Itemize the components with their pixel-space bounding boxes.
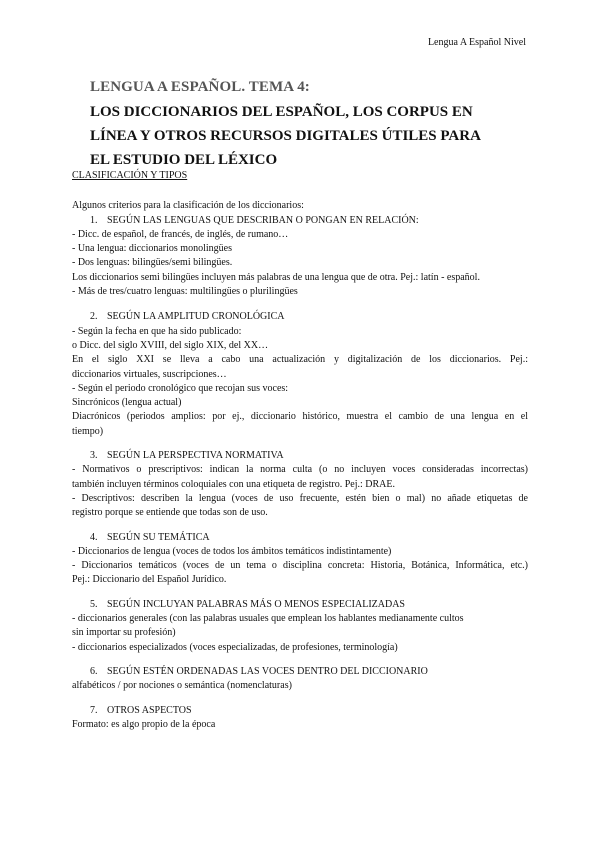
section-2-line: diccionarios virtuales, suscripciones…	[72, 368, 227, 380]
section-1-line: - Dicc. de español, de francés, de inglés, de rumano…	[72, 228, 289, 240]
section-1-line: - Dos lenguas: bilingües/semi bilingües.	[72, 257, 233, 269]
section-6-title: 6. SEGÚN ESTÉN ORDENADAS LAS VOCES DENTRO DEL DICCIONARIO	[90, 665, 428, 677]
title-line: LÍNEA Y OTROS RECURSOS DIGITALES ÚTILES PARA	[90, 128, 481, 144]
section-1-line: Los diccionarios semi bilingües incluyen más palabras de una lengua que de otra. Pej.: latín - español.	[72, 271, 480, 283]
section-1-line: - Más de tres/cuatro lenguas: multilingües o plurilingües	[72, 286, 298, 298]
title-line: EL ESTUDIO DEL LÉXICO	[90, 152, 278, 168]
section-5-line: sin importar su profesión)	[72, 627, 176, 639]
section-4-title: 4. SEGÚN SU TEMÁTICA	[90, 531, 210, 543]
section-1-line: - Una lengua: diccionarios monolingües	[72, 243, 232, 255]
section-4-line: Pej.: Diccionario del Español Jurídico.	[72, 574, 227, 586]
section-2-line: - Según la fecha en que ha sido publicado:	[72, 325, 242, 337]
section-1-title: 1. SEGÚN LAS LENGUAS QUE DESCRIBAN O PONGAN EN RELACIÓN:	[90, 214, 419, 226]
title-line: LOS DICCIONARIOS DEL ESPAÑOL, LOS CORPUS EN	[90, 104, 473, 120]
section-3-title: 3. SEGÚN LA PERSPECTIVA NORMATIVA	[90, 450, 284, 462]
section-2-line: - Según el periodo cronológico que recojan sus voces:	[72, 382, 289, 394]
section-2-line: En el siglo XXI se lleva a cabo una actualización y digitalización de los diccionarios. Pej.:	[72, 354, 528, 366]
section-5-title: 5. SEGÚN INCLUYAN PALABRAS MÁS O MENOS ESPECIALIZADAS	[90, 598, 405, 610]
section-3-line: registro porque se entiende que todas son de uso.	[72, 507, 268, 519]
section-2-line: Diacrónicos (periodos amplios: por ej., diccionario histórico, muestra el cambio de una lengua en el	[72, 411, 528, 423]
section-heading: CLASIFICACIÓN Y TIPOS	[72, 170, 188, 181]
section-4-line: - Diccionarios de lengua (voces de todos los ámbitos temáticos indistintamente)	[72, 545, 392, 557]
running-header: Lengua A Español Nivel	[427, 37, 526, 48]
intro-text: Algunos criterios para la clasificación de los diccionarios:	[72, 200, 304, 212]
section-7-line: Formato: es algo propio de la época	[72, 718, 216, 730]
section-2-title: 2. SEGÚN LA AMPLITUD CRONOLÓGICA	[90, 311, 285, 323]
section-2-line: Sincrónicos (lengua actual)	[72, 397, 182, 409]
section-4-line: - Diccionarios temáticos (voces de un tema o disciplina concreta: Historia, Botánica, Informática, etc.)	[72, 560, 528, 572]
document-body	[72, 169, 528, 732]
section-2-line: o Dicc. del siglo XVIII, del siglo XIX, del XX…	[72, 339, 269, 351]
document-title	[90, 100, 530, 172]
section-5-line: - diccionarios generales (con las palabras usuales que emplean los hablantes medianamente cultos	[72, 613, 464, 625]
section-2-line: tiempo)	[72, 425, 104, 437]
section-7-title: 7. OTROS ASPECTOS	[90, 704, 192, 716]
section-3-line: - Descriptivos: describen la lengua (voces de uso frecuente, estén bien o mal) no añade etiquetas de	[72, 492, 528, 504]
section-3-line: también incluyen términos coloquiales con una etiqueta de registro. Pej.: DRAE.	[72, 478, 395, 490]
section-6-line: alfabéticos / por nociones o semántica (nomenclaturas)	[72, 680, 292, 692]
section-3-line: - Normativos o prescriptivos: indican la norma culta (o no incluyen voces consideradas incorrectas)	[72, 464, 528, 476]
subject-line: LENGUA A ESPAÑOL. TEMA 4:	[90, 79, 310, 95]
section-5-line: - diccionarios especializados (voces especializadas, de profesiones, terminología)	[72, 641, 398, 653]
